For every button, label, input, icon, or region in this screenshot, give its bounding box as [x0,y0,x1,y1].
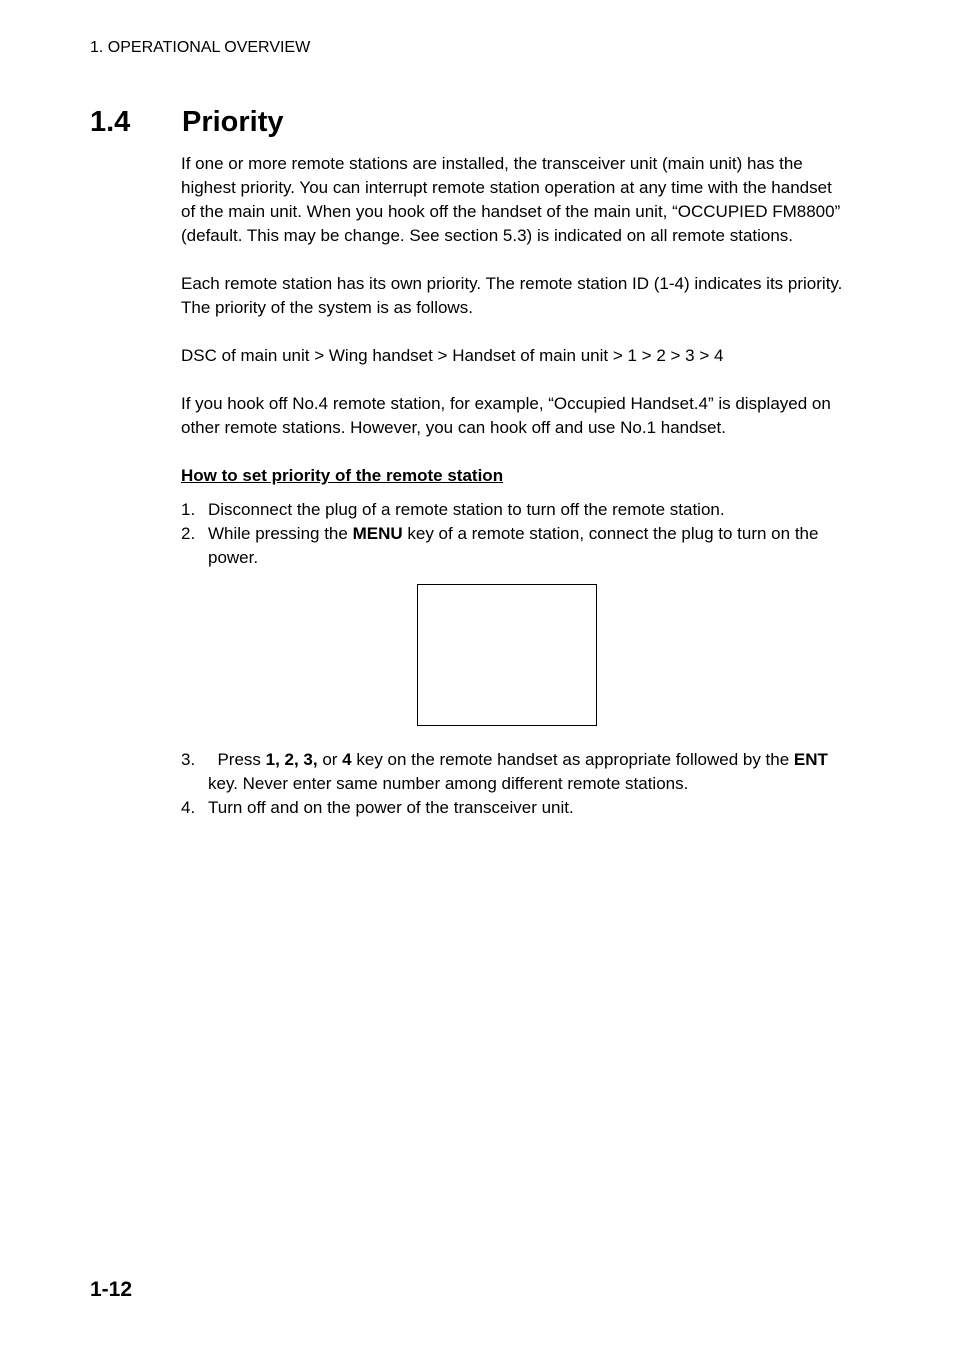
section-body [181,152,846,820]
list-item [181,522,846,570]
page-number: 1-12 [90,1278,133,1301]
steps-list-continued [181,748,846,820]
step-text: Disconnect the plug of a remote station to turn off the remote station. [208,500,725,519]
step-number: 2. [181,524,196,543]
number-keys-label: 1, 2, 3, [265,750,318,769]
step-text: key on the remote handset as appropriate followed by the [351,750,794,769]
step-number: 4. [181,798,196,817]
figure-placeholder-box [417,584,597,726]
running-header: 1. OPERATIONAL OVERVIEW [90,39,311,56]
list-item [181,796,846,820]
step-number: 3. [181,750,196,769]
section-title: Priority [182,106,284,138]
section-heading [90,106,284,139]
step-text-pre: While pressing the [208,524,353,543]
paragraph-hook-off-example: If you hook off No.4 remote station, for example, “Occupied Handset.4” is displayed on other remote stations. However, you can hook off and use No.1 handset. [181,394,831,437]
ent-key-label: ENT [793,750,828,769]
list-item [181,498,846,522]
key-four-label: 4 [342,750,352,769]
step-text: or [317,750,343,769]
step-text: Press [208,750,266,769]
menu-key-label: MENU [352,524,403,543]
steps-list [181,498,846,570]
paragraph-main-unit-priority: If one or more remote stations are installed, the transceiver unit (main unit) has the highest priority. You can interrupt remote station operation at any time with the handset of the main unit. When you hook off the handset of the main unit, “OCCUPIED FM8800” (default. This may be change. See section 5.3) is indicated on all remote stations. [181,154,841,245]
paragraph-remote-priority: Each remote station has its own priority. The remote station ID (1-4) indicates its priority. The priority of the system is as follows. [181,274,843,317]
paragraph-priority-order: DSC of main unit > Wing handset > Handset of main unit > 1 > 2 > 3 > 4 [181,346,724,365]
section-number: 1.4 [90,106,131,138]
list-item [181,748,846,796]
subheading: How to set priority of the remote station [181,466,504,485]
step-text: Turn off and on the power of the transceiver unit. [208,798,574,817]
step-text-post: key of a remote station, connect the plug to turn on the power. [208,524,819,567]
step-text: key. Never enter same number among different remote stations. [208,774,689,793]
step-number: 1. [181,500,196,519]
